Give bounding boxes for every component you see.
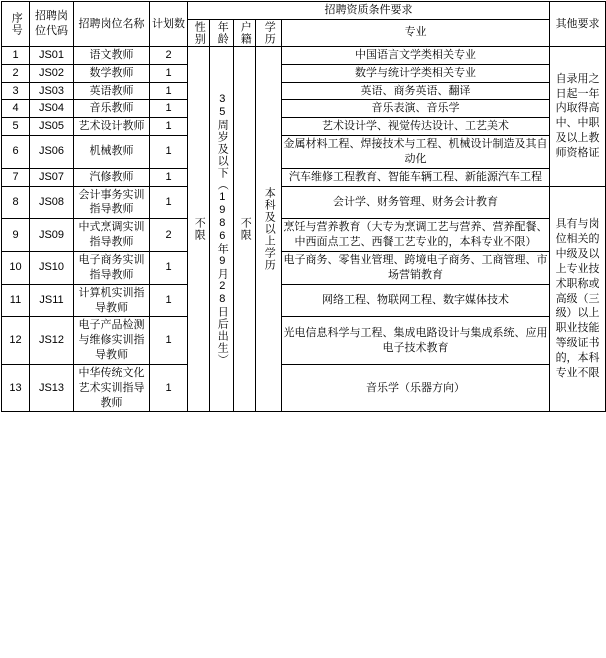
table-row [2,100,606,118]
row-seq: 2 [2,64,30,82]
table-row [2,82,606,100]
table-row [2,364,606,412]
header-age [210,19,234,46]
row-name: 中华传统文化艺术实训指导教师 [74,364,150,412]
row-code: JS07 [30,168,74,186]
row-seq: 3 [2,82,30,100]
row-plan: 1 [150,317,188,365]
header-major-label: 专业 [404,26,427,39]
row-seq: 13 [2,364,30,412]
row-plan: 1 [150,136,188,169]
row-plan: 2 [150,46,188,64]
row-seq: 4 [2,100,30,118]
row-code: JS02 [30,64,74,82]
row-major: 音乐表演、音乐学 [282,100,550,118]
row-seq: 1 [2,46,30,64]
table-row [2,219,606,252]
row-name: 中式烹调实训指导教师 [74,219,150,252]
header-education-label: 学历 [263,20,276,45]
row-major: 电子商务、零售业管理、跨境电子商务、工商管理、市场营销教育 [282,251,550,284]
row-name: 英语教师 [74,82,150,100]
row-name: 计算机实训指导教师 [74,284,150,317]
row-code: JS03 [30,82,74,100]
row-name: 数学教师 [74,64,150,82]
header-hukou [234,19,256,46]
row-name: 艺术设计教师 [74,118,150,136]
header-seq-label: 序号 [10,11,23,36]
row-major: 汽车维修工程教育、智能车辆工程、新能源汽车工程 [282,168,550,186]
row-name: 电子产品检测与维修实训指导教师 [74,317,150,365]
table-row [2,118,606,136]
row-plan: 2 [150,219,188,252]
row-code: JS13 [30,364,74,412]
header-plan [150,2,188,47]
header-age-label: 年龄 [216,20,229,45]
header-name-label: 招聘岗位名称 [78,17,145,30]
merged-hukou [234,46,256,412]
row-code: JS04 [30,100,74,118]
row-plan: 1 [150,82,188,100]
row-major: 会计学、财务管理、财务会计教育 [282,186,550,219]
table-row [2,46,606,64]
table-row [2,186,606,219]
row-major: 英语、商务英语、翻译 [282,82,550,100]
row-code: JS05 [30,118,74,136]
header-seq [2,2,30,47]
row-plan: 1 [150,284,188,317]
header-major [282,19,550,46]
row-plan: 1 [150,100,188,118]
row-major: 光电信息科学与工程、集成电路设计与集成系统、应用电子技术教育 [282,317,550,365]
merged-gender-value: 不限 [193,217,206,242]
row-name: 汽修教师 [74,168,150,186]
header-name [74,2,150,47]
header-gender [188,19,210,46]
row-major: 艺术设计学、视觉传达设计、工艺美术 [282,118,550,136]
row-seq: 5 [2,118,30,136]
header-other [550,2,606,47]
row-seq: 6 [2,136,30,169]
row-code: JS12 [30,317,74,365]
row-seq: 7 [2,168,30,186]
row-name: 电子商务实训指导教师 [74,251,150,284]
header-education [256,19,282,46]
row-code: JS08 [30,186,74,219]
row-name: 音乐教师 [74,100,150,118]
row-code: JS06 [30,136,74,169]
merged-gender [188,46,210,412]
header-other-label: 其他要求 [555,17,600,30]
row-code: JS10 [30,251,74,284]
row-name: 语文教师 [74,46,150,64]
row-plan: 1 [150,186,188,219]
merged-other-1: 自录用之日起一年内取得高中、中职及以上教师资格证 [550,46,606,186]
row-plan: 1 [150,364,188,412]
table-row [2,64,606,82]
merged-other-2: 具有与岗位相关的中级及以上专业技术职称或高级（三级）以上职业技能等级证书的，本科专业不限 [550,186,606,412]
table-row [2,136,606,169]
row-seq: 12 [2,317,30,365]
row-major: 中国语言文学类相关专业 [282,46,550,64]
header-code-label: 招聘岗位代码 [35,10,68,37]
header-code [30,2,74,47]
row-seq: 8 [2,186,30,219]
row-plan: 1 [150,64,188,82]
row-major: 金属材料工程、焊接技术与工程、机械设计制造及其自动化 [282,136,550,169]
row-code: JS09 [30,219,74,252]
row-name: 会计事务实训指导教师 [74,186,150,219]
row-seq: 9 [2,219,30,252]
recruitment-table [1,1,606,412]
header-gender-label: 性别 [193,20,206,45]
row-seq: 10 [2,251,30,284]
row-major: 烹饪与营养教育（大专为烹调工艺与营养、营养配餐、中西面点工艺、西餐工艺专业的，本科专业不限） [282,219,550,252]
merged-age [210,46,234,412]
table-row [2,168,606,186]
row-major: 音乐学（乐器方向） [282,364,550,412]
row-major: 网络工程、物联网工程、数字媒体技术 [282,284,550,317]
row-plan: 1 [150,251,188,284]
header-qualification-group-label: 招聘资质条件要求 [324,4,413,16]
row-major: 数学与统计学类相关专业 [282,64,550,82]
table-header-row-1 [2,2,606,20]
table-row [2,251,606,284]
table-row [2,284,606,317]
row-code: JS11 [30,284,74,317]
row-seq: 11 [2,284,30,317]
row-code: JS01 [30,46,74,64]
row-plan: 1 [150,168,188,186]
merged-age-value: 35周岁及以下（1986年9月28日后出生） [216,92,229,366]
row-plan: 1 [150,118,188,136]
merged-education [256,46,282,412]
merged-hukou-value: 不限 [239,217,252,242]
header-plan-label: 计划数 [152,17,185,30]
row-name: 机械教师 [74,136,150,169]
header-hukou-label: 户籍 [239,20,252,45]
table-row [2,317,606,365]
header-qualification-group [188,2,550,20]
merged-education-value: 本科及以上学历 [263,187,276,272]
